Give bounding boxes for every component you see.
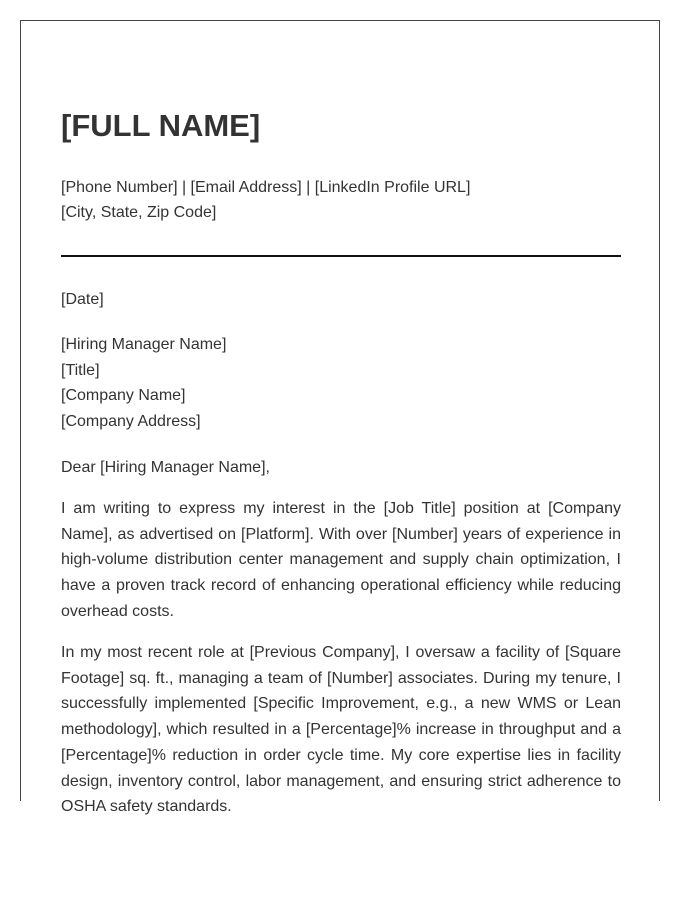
contact-line-phone-email-linkedin: [Phone Number] | [Email Address] | [LinkedIn Profile URL] — [61, 179, 471, 196]
contact-block — [61, 175, 621, 225]
recipient-address: [Company Address] — [61, 413, 201, 431]
salutation: Dear [Hiring Manager Name], — [61, 459, 270, 476]
recipient-name: [Hiring Manager Name] — [61, 336, 227, 353]
letter-date: [Date] — [61, 291, 104, 308]
header-divider — [61, 255, 621, 257]
full-name-heading: [FULL NAME] — [61, 108, 261, 143]
contact-line-location: [City, State, Zip Code] — [61, 204, 217, 221]
recipient-title: [Title] — [61, 361, 100, 379]
recipient-block — [61, 332, 226, 435]
letter-page — [20, 20, 660, 816]
body-paragraph-1: I am writing to express my interest in the [Job Title] position at [Company Name], as advertised on [Platform]. With over [Number] years of experience in high-volume distribution center management and supply chain optimization, I have a proven track record of enhancing operational efficiency while reducing overhead costs. — [61, 500, 621, 620]
body-paragraph-2: In my most recent role at [Previous Company], I oversaw a facility of [Square Footage] sq. ft., managing a team of [Number] associates. During my tenure, I successfully implemented [Specific Improvement, e.g., a new WMS or Lean methodology], which resulted in a [Percentage]% increase in throughput and a [Percentage]% reduction in order cycle time. My core expertise lies in facility design, inventory control, labor management, and ensuring strict adherence to OSHA safety standards. — [61, 644, 621, 816]
recipient-company: [Company Name] — [61, 387, 186, 405]
